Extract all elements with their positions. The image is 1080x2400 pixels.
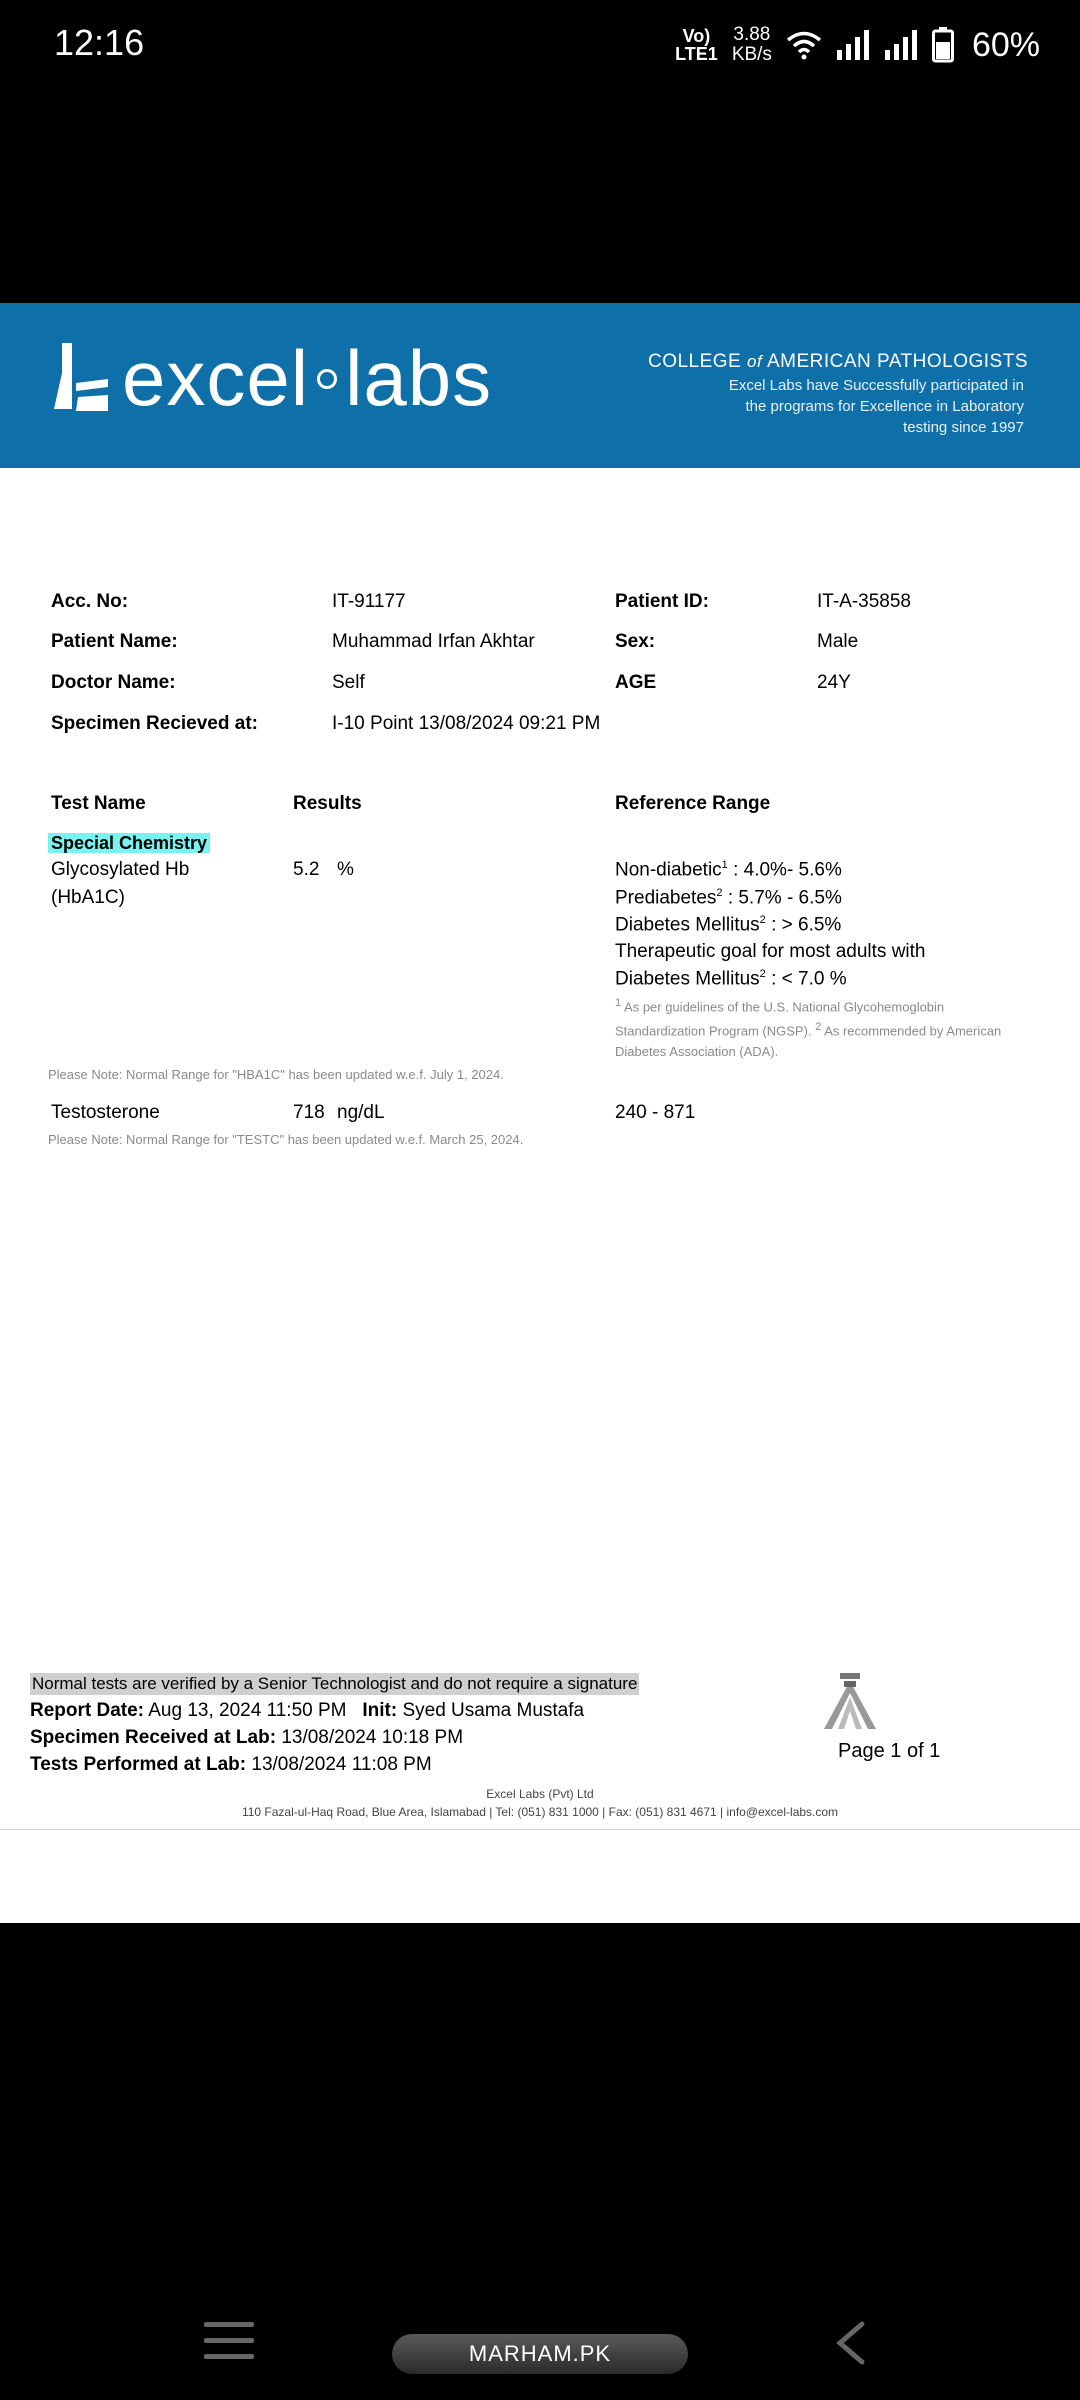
- age-label: AGE: [615, 672, 657, 693]
- ref-therapeutic-goal: Therapeutic goal for most adults with: [615, 941, 926, 962]
- sex-value: Male: [817, 631, 859, 652]
- patient-name-value: Muhammad Irfan Akhtar: [332, 631, 535, 652]
- tests-performed-lab: Tests Performed at Lab: 13/08/2024 11:08 PM: [30, 1754, 432, 1775]
- company-name: Excel Labs (Pvt) Ltd: [486, 1787, 594, 1801]
- doctor-name-value: Self: [332, 672, 365, 693]
- hba1c-result: 5.2: [293, 859, 320, 880]
- status-icons: [675, 18, 1040, 72]
- excel-labs-logo-text: excel labs: [122, 334, 493, 422]
- hba1c-range-note: Please Note: Normal Range for "HBA1C" has been updated w.e.f. July 1, 2024.: [48, 1067, 504, 1082]
- company-address: 110 Fazal-ul-Haq Road, Blue Area, Islamabad | Tel: (051) 831 1000 | Fax: (051) 831 4671 | info@excel-labs.com: [241, 1805, 839, 1819]
- excel-labs-logo-icon: [52, 343, 110, 415]
- cap-title: COLLEGE of AMERICAN PATHOLOGISTS: [647, 351, 1028, 372]
- navigation-bar: [0, 2290, 1080, 2400]
- back-icon[interactable]: [830, 2320, 870, 2366]
- hba1c-test-name: Glycosylated Hb: [51, 859, 190, 880]
- testosterone-test-name: Testosterone: [51, 1102, 160, 1123]
- wifi-icon: [786, 30, 822, 60]
- ref-non-diabetic: Non-diabetic$^1$ : 4.0%- 5.6%: [615, 859, 842, 881]
- col-reference-range: Reference Range: [615, 793, 771, 814]
- report-date: Report Date: Aug 13, 2024 11:50 PM Init: Syed Usama Mustafa: [30, 1700, 585, 1721]
- specimen-received-lab: Specimen Received at Lab: 13/08/2024 10:18 PM: [30, 1727, 464, 1748]
- volte-indicator: Vo) LTE1: [675, 26, 718, 64]
- patient-id-label: Patient ID:: [615, 591, 709, 612]
- report-header-banner: [0, 303, 1080, 468]
- verification-note: Normal tests are verified by a Senior Technologist and do not require a signature: [32, 1674, 638, 1693]
- testosterone-range-note: Please Note: Normal Range for "TESTC" has been updated w.e.f. March 25, 2024.: [48, 1132, 524, 1147]
- patient-name-label: Patient Name:: [51, 631, 178, 652]
- hba1c-footnote: $^1$ As per guidelines of the U.S. National Glycohemoglobin Standardization Program (NGSP). $^2$ As recommended by American Diabetes Association (ADA).: [615, 997, 1002, 1059]
- specimen-received-label: Specimen Recieved at:: [51, 713, 258, 734]
- cap-accreditation-text: Excel Labs have Successfully participated in the programs for Excellence in Laboratory testing since 1997: [728, 377, 1024, 436]
- ref-diabetes-goal: Diabetes Mellitus$^2$ : < 7.0 %: [615, 968, 847, 990]
- battery-percent: 60%: [971, 25, 1040, 64]
- ref-diabetes: Diabetes Mellitus$^2$ : > 6.5%: [615, 914, 842, 936]
- battery-icon: [932, 27, 954, 63]
- signal-icon: [836, 30, 870, 60]
- col-test-name: Test Name: [51, 793, 146, 814]
- recent-apps-menu-icon[interactable]: [204, 2320, 254, 2362]
- hba1c-unit: %: [337, 859, 354, 880]
- sex-label: Sex:: [615, 631, 656, 652]
- logo-dot: [317, 369, 337, 389]
- acc-no-value: IT-91177: [332, 591, 406, 612]
- ref-prediabetes: Prediabetes$^2$ : 5.7% - 6.5%: [615, 887, 842, 909]
- network-speed: 3.88 KB/s: [731, 24, 772, 65]
- document-divider: [0, 1829, 1080, 1830]
- page-number: Page 1 of 1: [838, 1740, 941, 1762]
- acc-no-label: Acc. No:: [51, 591, 129, 612]
- hba1c-test-name-abbr: (HbA1C): [51, 887, 125, 908]
- testosterone-unit: ng/dL: [337, 1102, 385, 1123]
- testosterone-reference: 240 - 871: [615, 1102, 696, 1123]
- age-value: 24Y: [817, 672, 851, 693]
- col-results: Results: [293, 793, 362, 814]
- specimen-received-value: I-10 Point 13/08/2024 09:21 PM: [332, 713, 601, 734]
- status-bar: [0, 0, 1080, 90]
- lab-report-document[interactable]: [0, 303, 1080, 1923]
- section-special-chemistry: Special Chemistry: [48, 833, 210, 854]
- lab-seal-icon: [818, 1671, 882, 1731]
- signal-icon-sim2: [884, 30, 918, 60]
- patient-id-value: IT-A-35858: [817, 591, 911, 612]
- testosterone-result: 718: [293, 1102, 325, 1123]
- home-button[interactable]: MARHAM.PK: [392, 2334, 688, 2374]
- doctor-name-label: Doctor Name:: [51, 672, 176, 693]
- status-time: 12:16: [54, 22, 145, 63]
